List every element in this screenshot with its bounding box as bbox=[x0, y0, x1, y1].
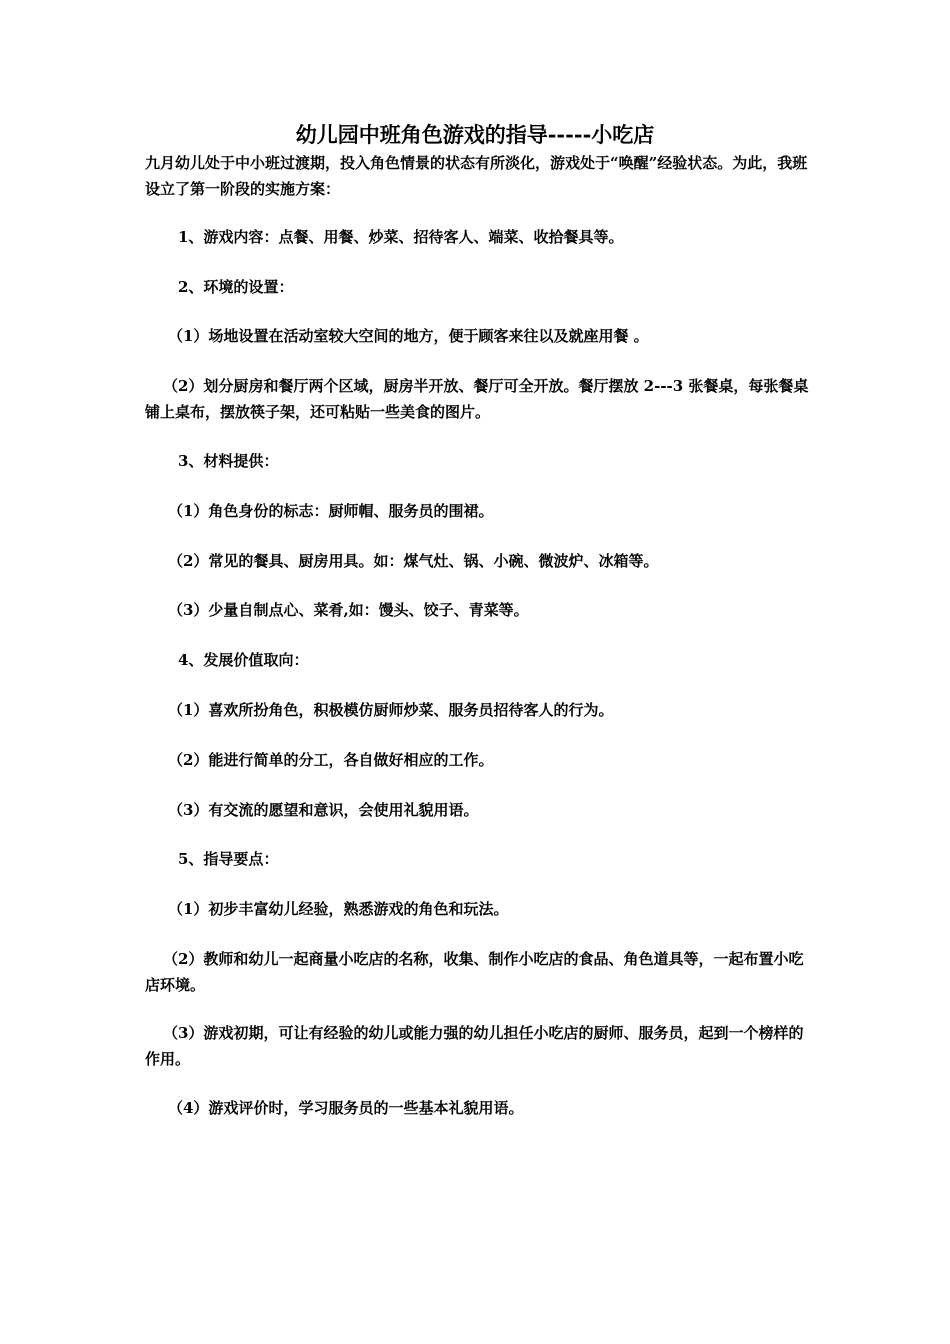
list-item: （2）常见的餐具、厨房用具。如：煤气灶、锅、小碗、微波炉、冰箱等。 bbox=[168, 552, 659, 570]
section-heading-materials: 3、材料提供： bbox=[178, 452, 279, 470]
list-item: （3）游戏初期，可让有经验的幼儿或能力强的幼儿担任小吃店的厨师、服务员，起到一个榜样的作用。 bbox=[145, 1024, 804, 1068]
section-heading-guidance: 5、指导要点： bbox=[178, 850, 279, 868]
intro-paragraph: 九月幼儿处于中小班过渡期，投入角色情景的状态有所淡化，游戏处于“唤醒”经验状态。为此，我班设立了第一阶段的实施方案： bbox=[145, 154, 808, 198]
section-heading-values: 4、发展价值取向： bbox=[178, 651, 309, 669]
list-item: （4）游戏评价时，学习服务员的一些基本礼貌用语。 bbox=[168, 1099, 524, 1117]
list-item: （1）角色身份的标志：厨师帽、服务员的围裙。 bbox=[168, 502, 494, 520]
list-item: （1）场地设置在活动室较大空间的地方，便于顾客来往以及就座用餐 。 bbox=[168, 327, 649, 345]
section-heading-content: 1、游戏内容：点餐、用餐、炒菜、招待客人、端菜、收拾餐具等。 bbox=[178, 228, 624, 246]
document-title: 幼儿园中班角色游戏的指导-----小吃店 bbox=[295, 122, 655, 147]
list-item: （2）能进行简单的分工，各自做好相应的工作。 bbox=[168, 751, 494, 769]
list-item: （3）有交流的愿望和意识，会使用礼貌用语。 bbox=[168, 801, 479, 819]
list-item: （2）划分厨房和餐厅两个区域，厨房半开放、餐厅可全开放。餐厅摆放 2---3 张餐桌，每张餐桌铺上桌布，摆放筷子架，还可粘贴一些美食的图片。 bbox=[145, 377, 809, 421]
list-item: （1）初步丰富幼儿经验，熟悉游戏的角色和玩法。 bbox=[168, 900, 509, 918]
list-item: （2）教师和幼儿一起商量小吃店的名称，收集、制作小吃店的食品、角色道具等，一起布置小吃店环境。 bbox=[145, 950, 804, 994]
list-item: （3）少量自制点心、菜肴,如：馒头、饺子、青菜等。 bbox=[168, 601, 529, 619]
section-heading-environment: 2、环境的设置： bbox=[178, 278, 294, 296]
list-item: （1）喜欢所扮角色，积极模仿厨师炒菜、服务员招待客人的行为。 bbox=[168, 701, 614, 719]
